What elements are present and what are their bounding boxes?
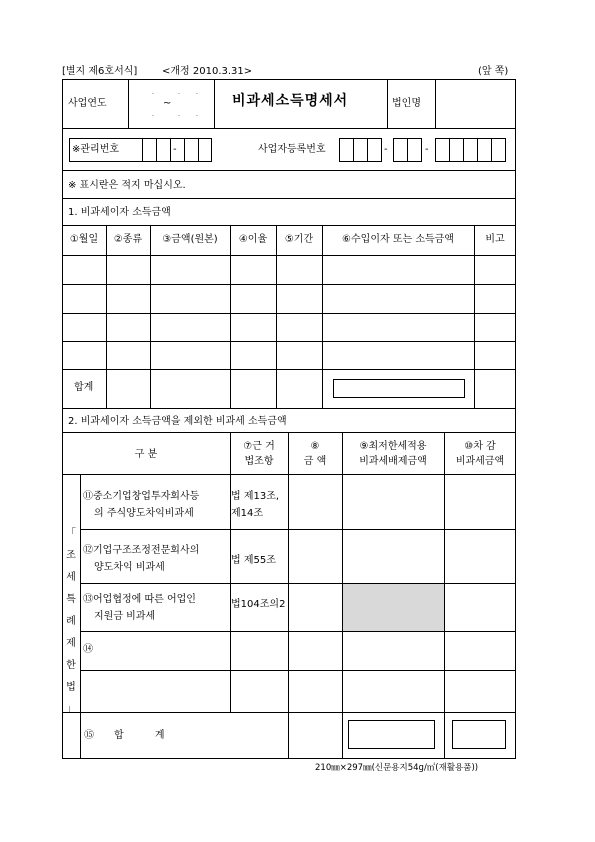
digit-cell: [463, 138, 464, 162]
business-registration-label: 사업자등록번호: [258, 144, 326, 155]
year-dot: ·: [152, 91, 154, 98]
table-row-line: [62, 284, 516, 285]
col-line: [474, 225, 475, 408]
business-year-separator: ~: [163, 98, 172, 109]
divider: [62, 128, 516, 129]
col-interest-income: ⑥수입이자 또는 소득금액: [342, 234, 454, 245]
col-line: [80, 474, 81, 759]
management-number-field[interactable]: [69, 138, 212, 162]
section1-total-label: 합계: [74, 382, 94, 393]
table-row-line: [80, 583, 516, 584]
table-row-line: [62, 313, 516, 314]
row-item-label: ⑭: [83, 644, 93, 655]
col-rate: ④이율: [238, 234, 268, 245]
table-row-line: [80, 529, 516, 530]
divider: [62, 198, 516, 199]
col-line: [276, 225, 277, 408]
col-legal-basis-l2: 법조항: [244, 456, 274, 467]
col-period: ⑤기간: [284, 234, 314, 245]
divider: [435, 79, 436, 128]
row-item-label: 양도차익 비과세: [94, 562, 165, 573]
table-row-line: [62, 369, 516, 370]
side-label-char: 제: [66, 638, 76, 649]
digit-cell: [449, 138, 450, 162]
digit-cell: [477, 138, 478, 162]
row-legal-basis: 법 제13조,: [231, 491, 280, 502]
divider: [128, 79, 129, 128]
digit-cell: [184, 138, 185, 162]
table-row-line: [62, 255, 516, 256]
section2-total-number: ⑮: [84, 730, 94, 741]
col-line: [288, 432, 289, 759]
col-amount-l2: 금 액: [303, 456, 327, 467]
row-item-label: ⑬어업협정에 따른 어업인: [83, 594, 196, 605]
divider: [62, 408, 516, 409]
revision-date: <개정 2010.3.31>: [162, 66, 253, 77]
table-row-line: [80, 670, 516, 671]
row-item-label: ⑪중소기업창업투자회사등: [83, 491, 200, 502]
form-id: [별지 제6호서식]: [62, 66, 138, 77]
instruction-note: ※ 표시란은 적지 마십시오.: [68, 180, 186, 191]
side-label-char: 법: [66, 682, 76, 693]
side-label-char: 특: [66, 594, 76, 605]
row-legal-basis: 제14조: [231, 508, 264, 519]
row-legal-basis: 법104조의2: [231, 599, 286, 610]
digit-cell: [353, 138, 354, 162]
section2-total-net-field[interactable]: [452, 720, 506, 749]
bizreg-part3-field[interactable]: [435, 138, 506, 162]
col-principal: ③금액(원본): [162, 234, 218, 245]
section1-title: 1. 비과세이자 소득금액: [68, 207, 171, 218]
col-legal-basis-l1: ⑦근 거: [243, 441, 275, 452]
row-legal-basis: 법 제55조: [231, 555, 276, 566]
business-year-label: 사업연도: [68, 98, 107, 109]
side-label-char: 조: [66, 550, 76, 561]
col-line: [230, 225, 231, 408]
id-dash: -: [425, 144, 429, 155]
divider: [214, 79, 215, 128]
paper-spec: 210㎜×297㎜(신문용지54g/㎡(재활용품)): [315, 763, 479, 773]
section2-total-label: 합 계: [114, 730, 179, 741]
digit-cell: [407, 138, 408, 162]
col-net-nontax-l1: ⑩차 감: [464, 441, 496, 452]
divider: [62, 432, 516, 433]
row-item-label: ⑫기업구조조정전문회사의: [83, 545, 200, 556]
bizreg-part1-field[interactable]: [339, 138, 382, 162]
row-item-label: 의 주식양도차익비과세: [94, 508, 194, 519]
col-line: [150, 225, 151, 408]
id-dash: -: [384, 144, 388, 155]
col-remarks: 비고: [485, 234, 505, 245]
col-excluded-amount-l2: 비과세배제금액: [359, 456, 427, 467]
side-label-char: 한: [66, 660, 76, 671]
table-row-line: [62, 341, 516, 342]
digit-cell: [491, 138, 492, 162]
col-excluded-amount-l1: ⑨최저한세적용: [359, 441, 427, 452]
id-dash: -: [173, 144, 177, 155]
digit-cell: [156, 138, 157, 162]
table-row-line: [62, 712, 516, 713]
year-dot: ·: [152, 113, 154, 120]
side-label-char: 세: [66, 572, 76, 583]
col-line: [322, 225, 323, 408]
section1-total-field[interactable]: [333, 379, 465, 398]
divider: [62, 225, 516, 226]
side-label-char: 」: [66, 704, 76, 715]
col-line: [230, 432, 231, 712]
digit-cell: [367, 138, 368, 162]
digit-cell: [198, 138, 199, 162]
management-number-label: ※관리번호: [72, 144, 120, 155]
table-row-line: [80, 631, 516, 632]
section2-total-excluded-field[interactable]: [348, 720, 435, 749]
col-amount-l1: ⑧: [310, 441, 320, 452]
col-net-nontax-l2: 비과세금액: [455, 456, 505, 467]
digit-cell: [170, 138, 171, 162]
col-month-day: ①월일: [69, 234, 99, 245]
table-row-line: [62, 474, 516, 475]
side-label-char: 「: [66, 528, 76, 539]
year-dot: ·: [196, 91, 198, 98]
col-line: [106, 225, 107, 408]
year-dot: ·: [178, 91, 180, 98]
year-dot: ·: [178, 113, 180, 120]
divider: [387, 79, 388, 128]
document-title: 비과세소득명세서: [232, 93, 349, 109]
shaded-cell: [342, 583, 445, 632]
section2-title: 2. 비과세이자 소득금액을 제외한 비과세 소득금액: [68, 416, 287, 427]
digit-cell: [142, 138, 143, 162]
page-side: (앞 쪽): [478, 66, 509, 77]
col-division: 구 분: [134, 449, 158, 460]
row-item-label: 지원금 비과세: [94, 611, 156, 622]
divider: [62, 170, 516, 171]
side-label-char: 례: [66, 616, 76, 627]
corporation-name-label: 법인명: [392, 98, 421, 109]
col-type: ②종류: [113, 234, 143, 245]
year-dot: ·: [196, 113, 198, 120]
